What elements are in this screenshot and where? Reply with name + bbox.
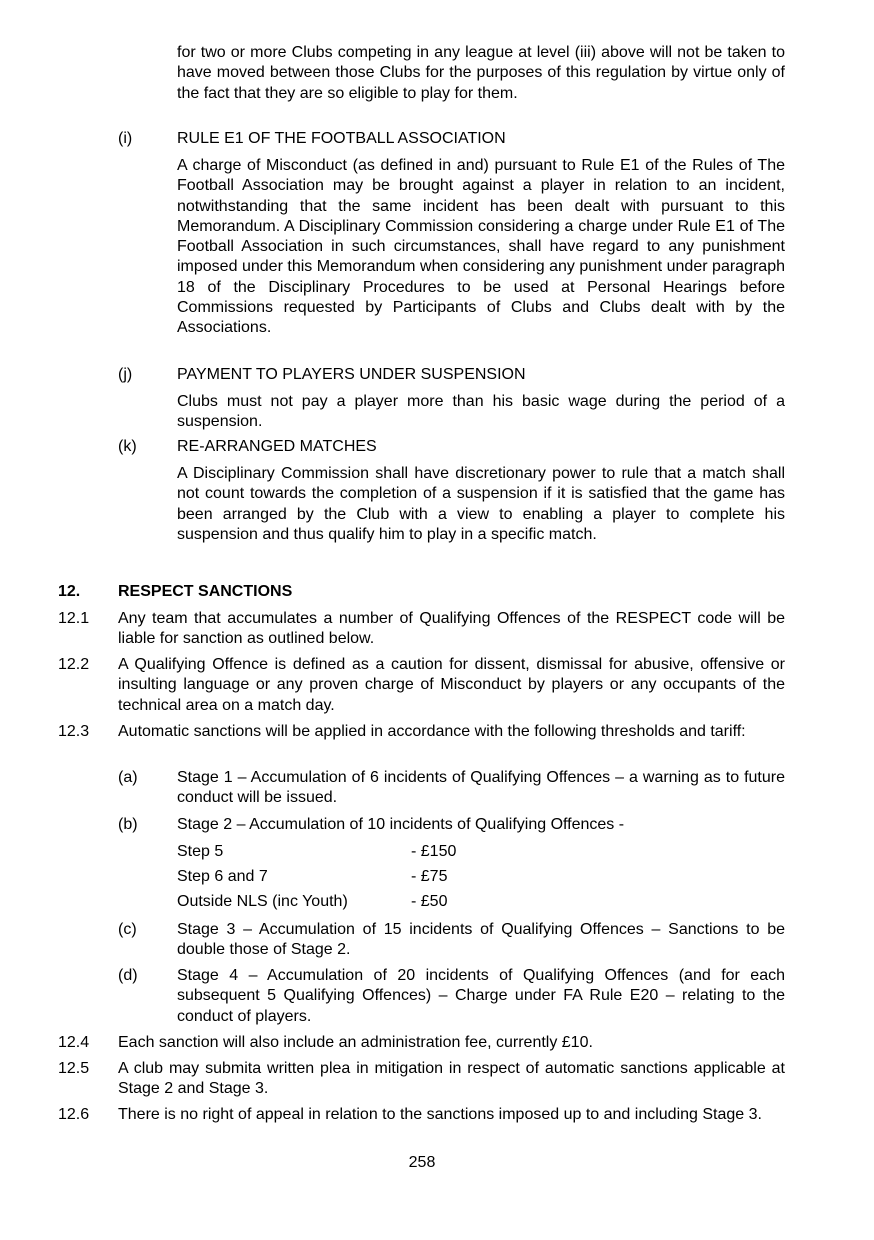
item-heading-rule-e1: RULE E1 OF THE FOOTBALL ASSOCIATION	[177, 130, 506, 147]
stage-label-a: (a)	[118, 769, 138, 786]
item-label-k: (k)	[118, 438, 137, 455]
fine-amount-step-6-7: - £75	[411, 868, 448, 885]
clause-number-12-4: 12.4	[58, 1034, 90, 1051]
section-title: RESPECT SANCTIONS	[118, 583, 293, 600]
fine-amount-step-5: - £150	[411, 843, 457, 860]
stage-label-d: (d)	[118, 967, 138, 984]
clause-number-12-3: 12.3	[58, 723, 90, 740]
clause-text-12-2: A Qualifying Offence is defined as a caution for dissent, dismissal for abusive, offensive or insulting language or any proven charge of Misconduct by players or any occupants of the technical area on a match day.	[118, 656, 785, 714]
item-body-rule-e1: A charge of Misconduct (as defined in and) pursuant to Rule E1 of the Rules of The Football Association may be brought against a player in relation to an incident, notwithstanding that the same incident has been dealt with pursuant to this Memorandum. A Disciplinary Commission considering a charge under Rule E1 of The Football Association in such circumstances, shall have regard to any punishment imposed under this Memorandum when considering any punishment under paragraph 18 of the Disciplinary Procedures to be used at Personal Hearings before Commissions requested by Participants of Clubs and Clubs dealt with by the Associations.	[177, 157, 785, 337]
item-label-j: (j)	[118, 366, 133, 383]
page-number: 258	[408, 1154, 436, 1171]
item-heading-payment: PAYMENT TO PLAYERS UNDER SUSPENSION	[177, 366, 526, 383]
clause-number-12-2: 12.2	[58, 656, 90, 673]
clause-number-12-5: 12.5	[58, 1060, 90, 1077]
stage-text-c: Stage 3 – Accumulation of 15 incidents of Qualifying Offences – Sanctions to be double those of Stage 2.	[177, 921, 785, 959]
item-body-rearranged: A Disciplinary Commission shall have discretionary power to rule that a match shall not count towards the completion of a suspension if it is satisfied that the game has been arranged by the Club with a view to enabling a player to complete his suspension and thus qualify him to play in a specific match.	[177, 465, 785, 543]
stage-label-b: (b)	[118, 816, 138, 833]
clause-text-12-3: Automatic sanctions will be applied in accordance with the following thresholds and tariff:	[118, 723, 746, 740]
item-label-i: (i)	[118, 130, 133, 147]
stage-text-d: Stage 4 – Accumulation of 20 incidents of Qualifying Offences (and for each subsequent 5 Qualifying Offences) – Charge under FA Rule E20 – relating to the conduct of players.	[177, 967, 785, 1025]
fine-amount-outside-nls: - £50	[411, 893, 448, 910]
clause-number-12-6: 12.6	[58, 1106, 90, 1123]
stage-text-a: Stage 1 – Accumulation of 6 incidents of Qualifying Offences – a warning as to future conduct will be issued.	[177, 769, 785, 807]
clause-text-12-1: Any team that accumulates a number of Qualifying Offences of the RESPECT code will be liable for sanction as outlined below.	[118, 610, 785, 648]
stage-label-c: (c)	[118, 921, 137, 938]
item-heading-rearranged: RE-ARRANGED MATCHES	[177, 438, 377, 455]
clause-text-12-4: Each sanction will also include an administration fee, currently £10.	[118, 1034, 593, 1051]
fine-outside-nls: Outside NLS (inc Youth)	[177, 893, 348, 910]
stage-text-b: Stage 2 – Accumulation of 10 incidents of Qualifying Offences -	[177, 816, 625, 833]
fine-step-6-7: Step 6 and 7	[177, 868, 268, 885]
clause-text-12-6: There is no right of appeal in relation to the sanctions imposed up to and including Stage 3.	[118, 1106, 762, 1123]
item-body-payment: Clubs must not pay a player more than his basic wage during the period of a suspension.	[177, 393, 785, 431]
fine-step-5: Step 5	[177, 843, 224, 860]
intro-paragraph: for two or more Clubs competing in any league at level (iii) above will not be taken to have moved between those Clubs for the purposes of this regulation by virtue only of the fact that they are so eligible to play for them.	[177, 44, 785, 102]
clause-number-12-1: 12.1	[58, 610, 90, 627]
section-number: 12.	[58, 583, 81, 600]
clause-text-12-5: A club may submita written plea in mitigation in respect of automatic sanctions applicable at Stage 2 and Stage 3.	[118, 1060, 785, 1098]
